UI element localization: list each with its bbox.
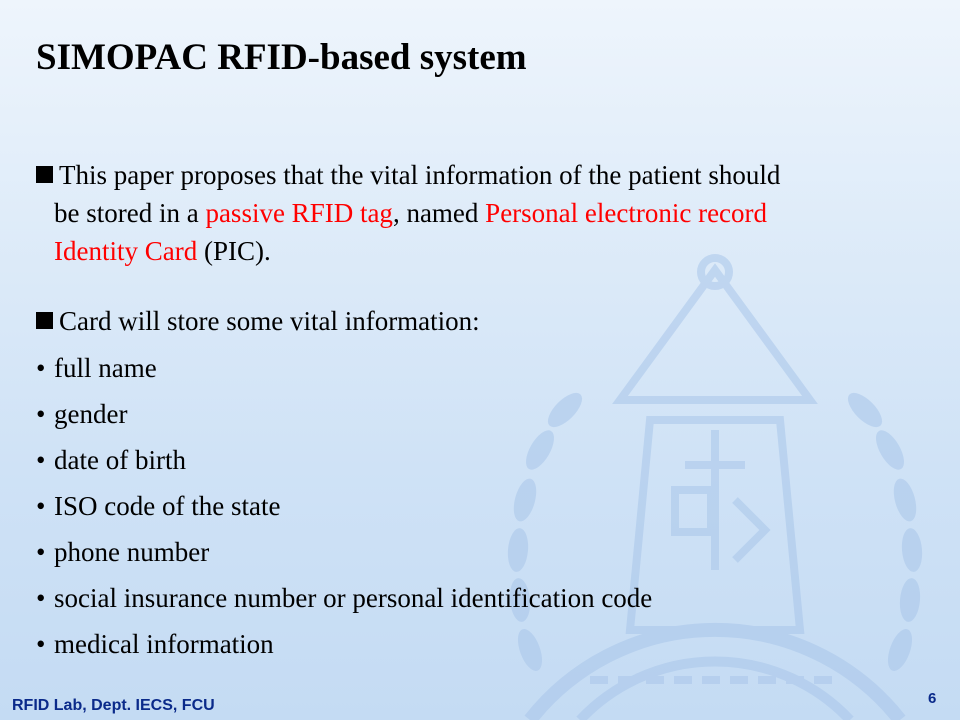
bullet-dot: •: [36, 445, 46, 475]
list-item: [36, 575, 652, 621]
list-item: [36, 621, 652, 667]
paragraph-card-info: [36, 302, 926, 340]
paragraph-continuation-2: [36, 232, 926, 270]
list-item: [36, 483, 652, 529]
list-item: [36, 529, 652, 575]
bullet-dot: •: [36, 491, 46, 521]
list-item: [36, 391, 652, 437]
bullet-dot: •: [36, 353, 46, 383]
paragraph-proposal: [36, 156, 926, 270]
paragraph-card-text: Card will store some vital information:: [59, 306, 480, 336]
list-item-text: medical information: [54, 629, 274, 659]
bullet-dot: •: [36, 583, 46, 613]
paragraph-text-2: be stored in a: [54, 198, 206, 228]
list-item-text: gender: [54, 399, 128, 429]
paragraph-text-4: , named: [392, 198, 486, 228]
highlight-passive-rfid-tag: passive RFID tag: [205, 198, 393, 228]
list-item-text: date of birth: [54, 445, 186, 475]
paragraph-text-7: (PIC).: [197, 236, 271, 266]
square-bullet-icon: [36, 312, 53, 329]
paragraph-text-1: This paper proposes that the vital information of the patient should: [59, 160, 781, 190]
paragraph-continuation-1: [36, 194, 926, 232]
list-item-text: phone number: [54, 537, 210, 567]
list-item-text: ISO code of the state: [54, 491, 281, 521]
page-number: 6: [928, 690, 937, 707]
slide-title: SIMOPAC RFID-based system: [36, 37, 527, 78]
vital-info-list: [36, 345, 652, 667]
square-bullet-icon: [36, 166, 53, 183]
bullet-dot: •: [36, 629, 46, 659]
list-item-text: full name: [54, 353, 157, 383]
highlight-identity-card: Identity Card: [54, 236, 198, 266]
list-item-text: social insurance number or personal identification code: [54, 583, 653, 613]
list-item: [36, 437, 652, 483]
list-item: [36, 345, 652, 391]
bullet-dot: •: [36, 537, 46, 567]
footer-lab-name: RFID Lab, Dept. IECS, FCU: [12, 697, 215, 714]
highlight-personal-record: Personal electronic record: [485, 198, 768, 228]
bullet-dot: •: [36, 399, 46, 429]
